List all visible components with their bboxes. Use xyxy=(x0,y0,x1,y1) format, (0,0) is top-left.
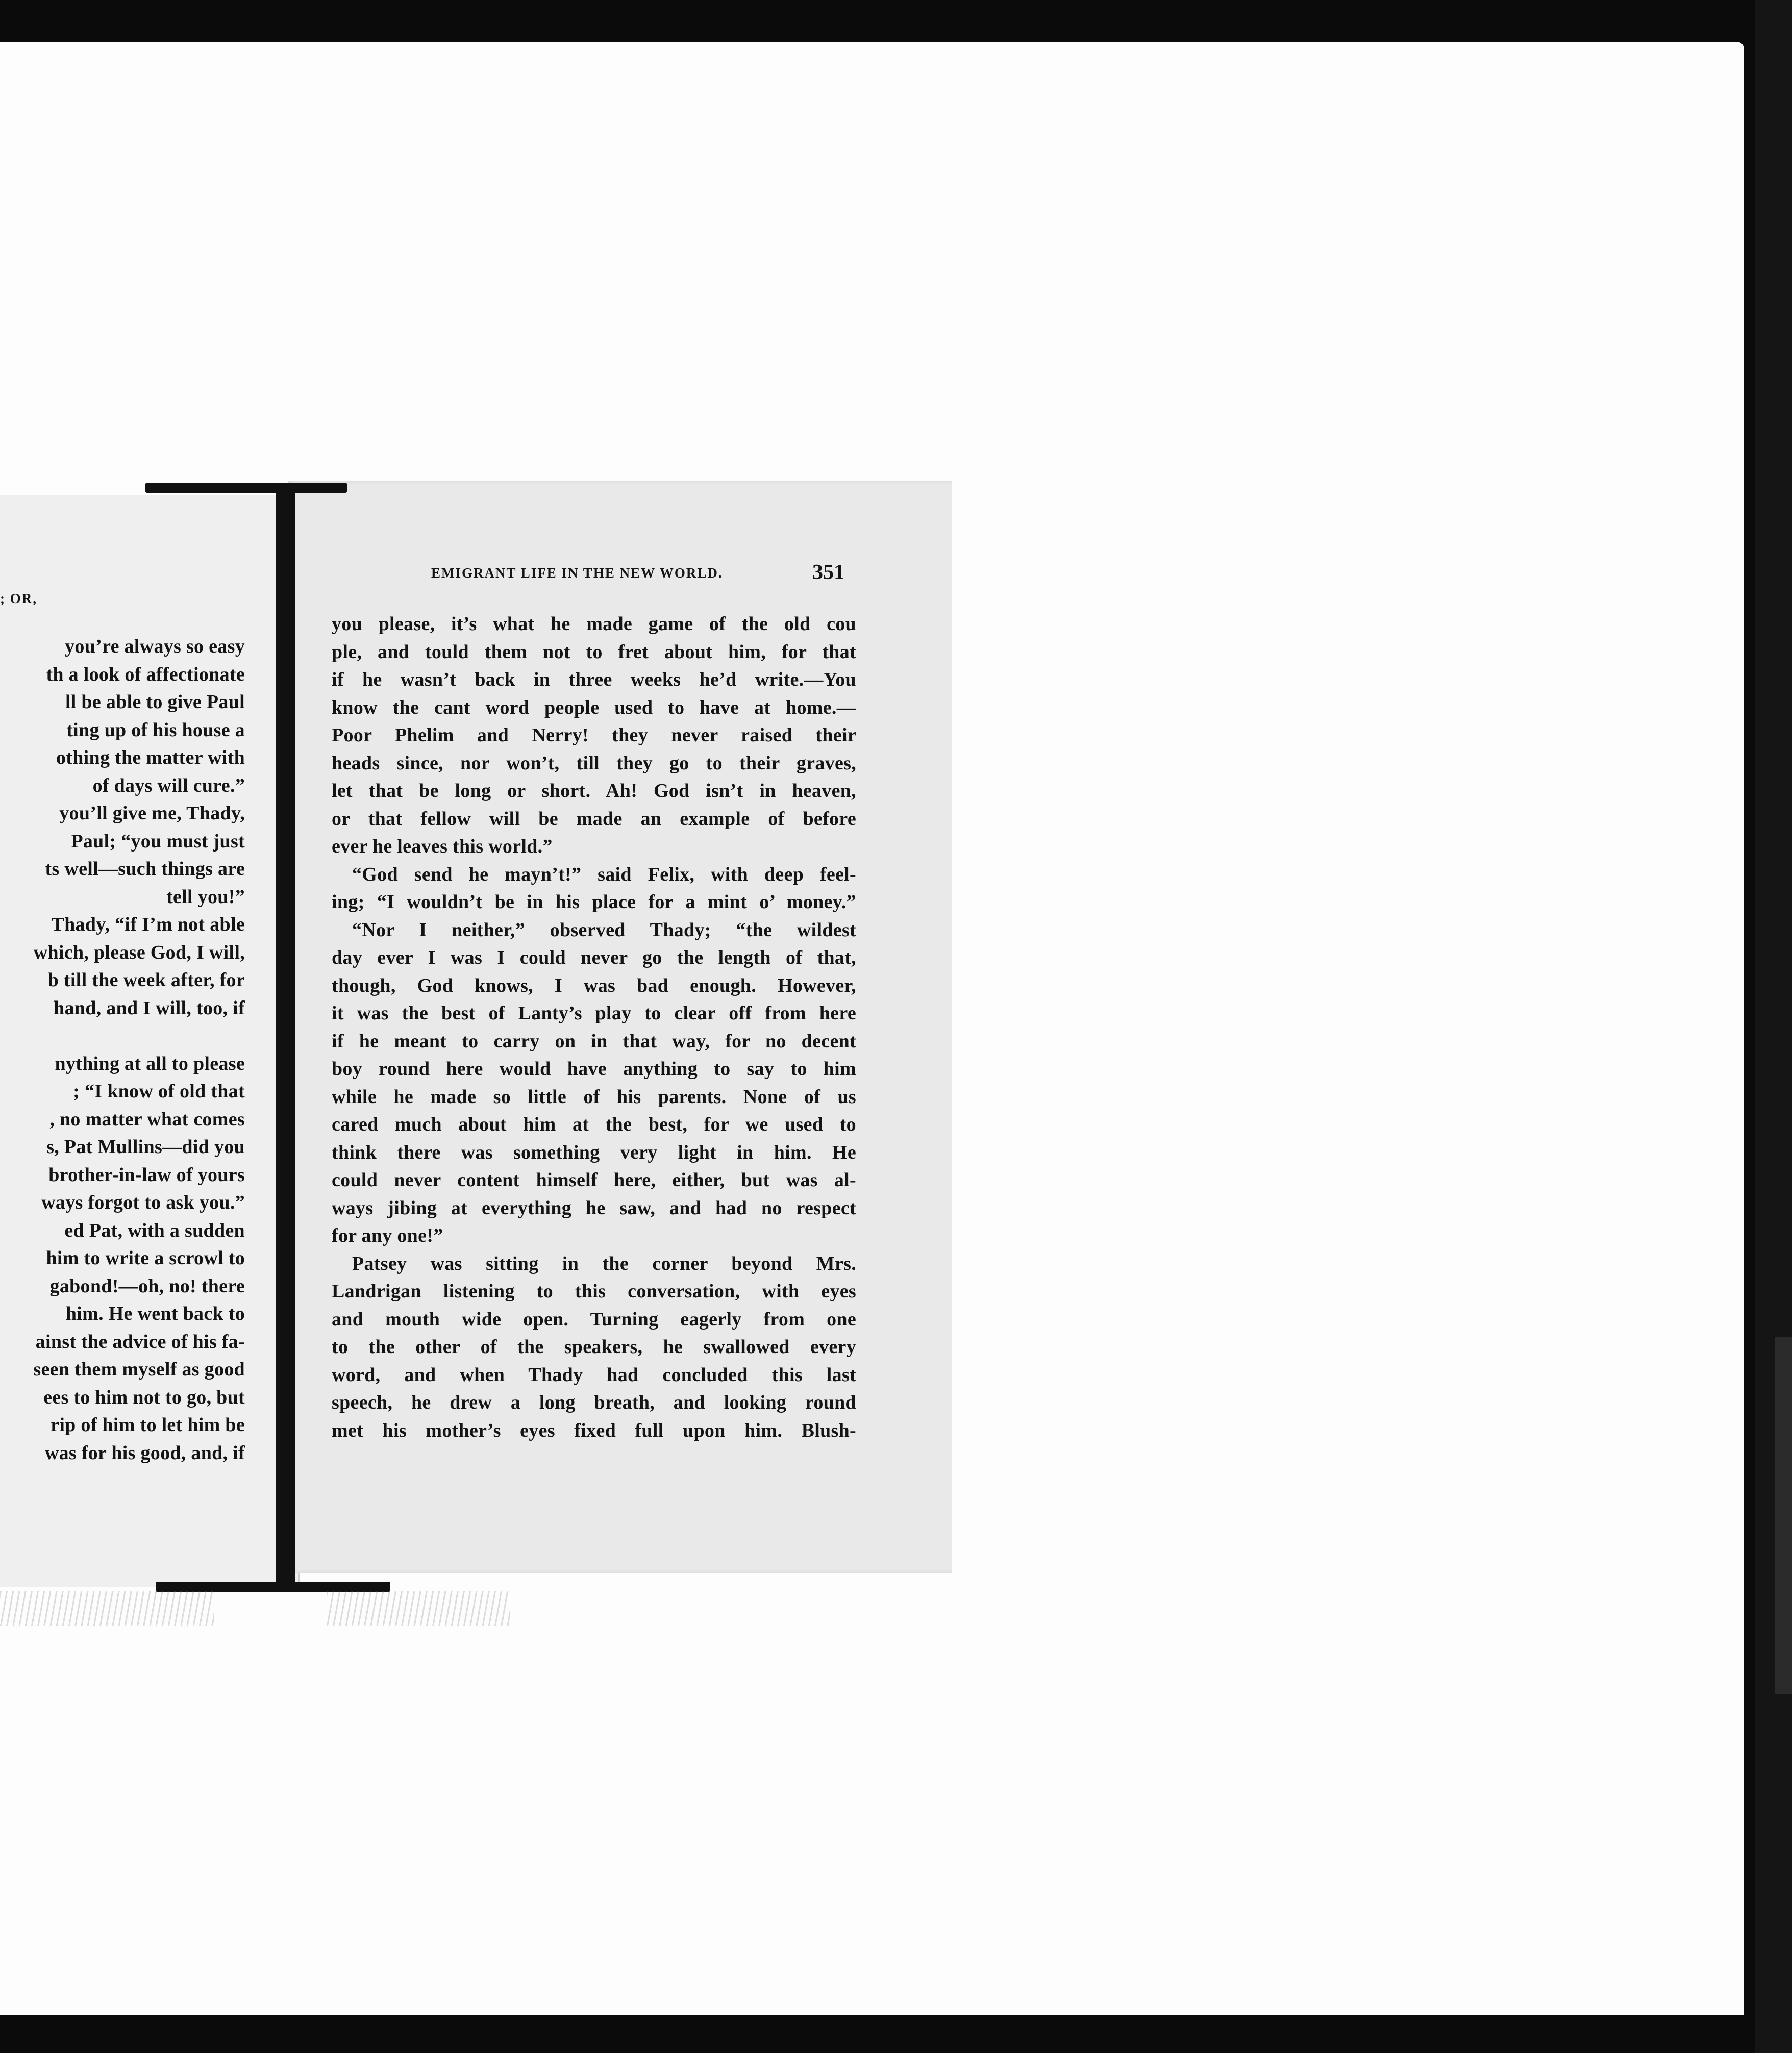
text-line: it was the best of Lanty’s play to clear off from here xyxy=(332,1003,856,1024)
frayed-thread xyxy=(0,1591,214,1626)
text-line: Patsey was sitting in the corner beyond Mrs. xyxy=(352,1253,856,1274)
text-line: Thady, “if I’m not able xyxy=(51,914,245,935)
frayed-thread xyxy=(327,1591,510,1626)
text-line: b till the week after, for xyxy=(47,969,245,991)
text-line: ; “I know of old that xyxy=(73,1081,245,1102)
text-line: gabond!—oh, no! there xyxy=(49,1275,245,1297)
text-line: for any one!” xyxy=(332,1225,443,1246)
text-line: ways jibing at everything he saw, and had no respect xyxy=(332,1197,856,1219)
text-line: , no matter what comes xyxy=(49,1108,245,1130)
text-line: cared much about him at the best, for we used to xyxy=(332,1114,856,1135)
text-line: ll be able to give Paul xyxy=(65,691,245,713)
page-number: 351 xyxy=(812,561,844,584)
text-line: “God send he mayn’t!” said Felix, with deep feel- xyxy=(352,863,856,885)
text-line: while he made so little of his parents. None of us xyxy=(332,1086,856,1108)
text-line: ed Pat, with a sudden xyxy=(64,1219,245,1241)
text-line: rip of him to let him be xyxy=(51,1414,245,1436)
text-line: could never content himself here, either, but was al- xyxy=(332,1169,856,1191)
text-line: you’re always so easy xyxy=(65,636,245,657)
binding-clip-bottom xyxy=(156,1582,390,1592)
text-line: seen them myself as good xyxy=(33,1359,245,1380)
scanner-edge-highlight xyxy=(1775,1337,1792,1694)
left-running-header: ; OR, xyxy=(0,591,37,606)
text-line: day ever I was I could never go the length of that, xyxy=(332,947,856,968)
text-line: ple, and tould them not to fret about him, for that xyxy=(332,641,856,663)
text-line: ees to him not to go, but xyxy=(43,1386,245,1408)
book-gutter-binding xyxy=(276,490,295,1587)
text-line: s, Pat Mullins—did you xyxy=(46,1136,245,1158)
text-line-blank xyxy=(0,1022,245,1050)
text-line: nything at all to please xyxy=(55,1053,245,1074)
running-header: EMIGRANT LIFE IN THE NEW WORLD. xyxy=(431,565,723,581)
text-line: Landrigan listening to this conversation, with eyes xyxy=(332,1281,856,1302)
text-line: you’ll give me, Thady, xyxy=(59,803,245,824)
text-line: though, God knows, I was bad enough. However, xyxy=(332,974,856,996)
text-line: brother-in-law of yours xyxy=(48,1164,245,1186)
text-line: was for his good, and, if xyxy=(44,1442,245,1464)
text-line: you please, it’s what he made game of the old cou xyxy=(332,613,856,635)
text-line: ainst the advice of his fa- xyxy=(35,1331,245,1353)
text-line: word, and when Thady had concluded this last xyxy=(332,1364,856,1386)
text-line: to the other of the speakers, he swallowed every xyxy=(332,1336,856,1358)
text-line: which, please God, I will, xyxy=(33,941,245,963)
text-line: if he wasn’t back in three weeks he’d write.—You xyxy=(332,669,856,690)
text-line: ever he leaves this world.” xyxy=(332,836,553,857)
text-line: ts well—such things are xyxy=(45,858,245,880)
text-line: think there was something very light in him. He xyxy=(332,1141,856,1163)
text-line: him. He went back to xyxy=(65,1303,245,1324)
text-line: ways forgot to ask you.” xyxy=(41,1192,245,1213)
text-line: Paul; “you must just xyxy=(71,830,245,852)
text-line: if he meant to carry on in that way, for no decent xyxy=(332,1030,856,1052)
text-line: hand, and I will, too, if xyxy=(54,997,245,1019)
text-line: tell you!” xyxy=(166,886,245,908)
text-line: heads since, nor won’t, till they go to their graves, xyxy=(332,752,856,774)
text-line: know the cant word people used to have at home.— xyxy=(332,696,856,718)
text-line: speech, he drew a long breath, and looking round xyxy=(332,1392,856,1413)
scanner-edge xyxy=(1755,0,1792,2053)
text-line: othing the matter with xyxy=(56,747,245,768)
text-line: or that fellow will be made an example of before xyxy=(332,808,856,830)
text-line: him to write a scrowl to xyxy=(46,1247,245,1269)
binding-clip-top xyxy=(145,483,347,493)
text-line: ing; “I wouldn’t be in his place for a mint o’ money.” xyxy=(332,891,856,913)
text-line: Poor Phelim and Nerry! they never raised their xyxy=(332,724,856,746)
text-line: and mouth wide open. Turning eagerly from one xyxy=(332,1308,856,1330)
text-line: “Nor I neither,” observed Thady; “the wildest xyxy=(352,919,856,941)
text-line: of days will cure.” xyxy=(92,774,245,796)
text-line: met his mother’s eyes fixed full upon him. Blush- xyxy=(332,1419,856,1441)
text-line: let that be long or short. Ah! God isn’t in heaven, xyxy=(332,780,856,802)
text-line: boy round here would have anything to say to him xyxy=(332,1058,856,1080)
text-line: th a look of affectionate xyxy=(46,663,245,685)
text-line: ting up of his house a xyxy=(66,719,245,741)
left-page-body xyxy=(0,633,245,1467)
right-page-body xyxy=(332,610,856,1444)
